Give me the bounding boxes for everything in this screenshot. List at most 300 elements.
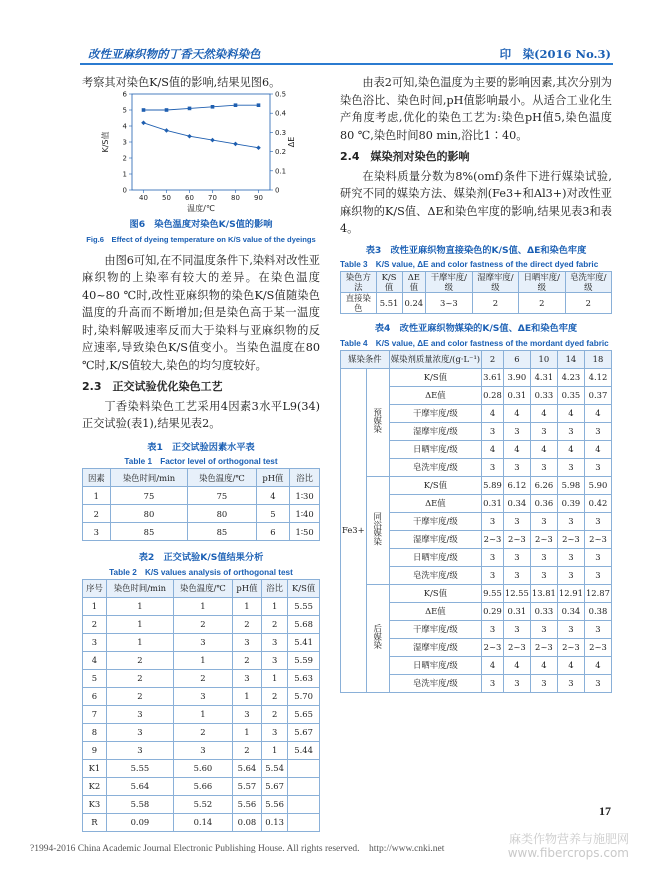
y-tick-label: 6: [122, 90, 127, 99]
x-tick-label: 50: [162, 194, 171, 202]
y-tick-label: 3: [122, 138, 127, 147]
table-cell: 0.28: [482, 386, 504, 404]
section-heading: 2.3 正交试验优化染色工艺: [82, 380, 223, 393]
table-cell: 2~3: [584, 530, 611, 548]
table-cell: 0.36: [530, 494, 557, 512]
table-cell: 9: [83, 741, 107, 759]
table-cell: 0.13: [262, 813, 288, 831]
table-cell: 3: [503, 548, 530, 566]
table-header-row: [83, 469, 320, 487]
table-cell: 日晒牢度/级: [389, 440, 482, 458]
table-cell: 4: [482, 656, 504, 674]
table-1: [82, 468, 320, 541]
table-cell: 0.33: [530, 602, 557, 620]
table-cell: 3: [262, 723, 288, 741]
table-cell: ΔE值: [389, 494, 482, 512]
y-tick-label: 1: [122, 170, 127, 179]
series-2-point: [141, 121, 146, 126]
figure-6-caption-en: Fig.6 Effect of dyeing temperature on K/S value of the dyeings: [86, 234, 316, 244]
table-cell: 2: [106, 651, 173, 669]
table-cell: 9.55: [482, 584, 504, 602]
table-cell: 1∶50: [290, 523, 320, 541]
table-row: [83, 741, 320, 759]
table-cell: 2: [232, 741, 261, 759]
table-3: [340, 271, 612, 314]
series-2-point: [233, 142, 238, 147]
table-row: [83, 523, 320, 541]
table-cell: K/S值: [389, 368, 482, 386]
y2-tick-label: 0.5: [275, 90, 287, 99]
table-cell: 85: [188, 523, 256, 541]
table-cell: 直接染色: [341, 293, 377, 314]
column-header: 染色温度/℃: [188, 469, 256, 487]
table-cell: 4: [530, 440, 557, 458]
column-header: pH值: [256, 469, 290, 487]
column-header: pH值: [232, 579, 261, 597]
table-cell: 2: [262, 705, 288, 723]
table-cell: 1: [83, 487, 111, 505]
table-cell: 7: [83, 705, 107, 723]
table-cell: 5.51: [376, 293, 402, 314]
table-row: [83, 633, 320, 651]
table-cell: 4: [584, 440, 611, 458]
x-tick-label: 90: [254, 194, 263, 202]
table-cell: 2: [519, 293, 565, 314]
series-1-point: [234, 103, 238, 107]
x-tick-label: 60: [185, 194, 194, 202]
table-cell: 皂洗牢度/级: [389, 458, 482, 476]
table-cell: 3: [557, 548, 584, 566]
table-cell: 5.98: [557, 476, 584, 494]
paragraph: 考察其对染色K/S值的影响,结果见图6。: [82, 76, 281, 89]
table-cell: 3: [530, 566, 557, 584]
table-cell: 5.67: [262, 777, 288, 795]
table-cell: 2: [83, 615, 107, 633]
table-3-caption: 表3 改性亚麻织物直接染色的K/S值、ΔE和染色牢度: [365, 244, 587, 256]
table-cell: 2: [106, 669, 173, 687]
table-cell: 2~3: [482, 530, 504, 548]
table-cell: 3: [106, 741, 173, 759]
table-1-caption: 表1 正交试验因素水平表: [147, 441, 255, 453]
table-cell: 12.55: [503, 584, 530, 602]
table-cell: 2~3: [503, 638, 530, 656]
table-cell: 5.60: [173, 759, 232, 777]
column-header: 皂洗牢度/级: [565, 272, 611, 293]
table-cell: 5.55: [288, 597, 320, 615]
table-header-row: [341, 350, 612, 368]
table-cell: 3: [482, 512, 504, 530]
table-row: [83, 723, 320, 741]
table-cell: 5.90: [584, 476, 611, 494]
table-row: [83, 597, 320, 615]
series-1-point: [142, 108, 146, 112]
table-row: [341, 293, 612, 314]
column-header: 媒染剂质量浓度/(g·L⁻¹): [389, 350, 482, 368]
table-cell: 5.57: [232, 777, 261, 795]
table-cell: 3: [262, 633, 288, 651]
table-cell: 4: [530, 656, 557, 674]
table-cell: 13.81: [530, 584, 557, 602]
column-header: 染色时间/min: [110, 469, 188, 487]
table-cell: 5.63: [288, 669, 320, 687]
table-cell: 3: [106, 705, 173, 723]
y2-tick-label: 0: [275, 186, 280, 195]
table-cell: 3: [83, 633, 107, 651]
column-header: 18: [584, 350, 611, 368]
table-cell: 4: [584, 656, 611, 674]
column-header: 6: [503, 350, 530, 368]
table-cell: 6: [83, 687, 107, 705]
y-tick-label: 4: [122, 122, 127, 131]
table-cell: 5.44: [288, 741, 320, 759]
y-tick-label: 5: [122, 106, 127, 115]
table-cell: 1: [106, 597, 173, 615]
table-cell: 75: [110, 487, 188, 505]
page-header: [0, 0, 649, 60]
watermark-cn: 麻类作物营养与施肥网: [508, 832, 629, 846]
table-cell: 4.31: [530, 368, 557, 386]
table-cell: 75: [188, 487, 256, 505]
section-heading: 2.4 媒染剂对染色的影响: [340, 150, 470, 163]
table-cell: 3: [232, 705, 261, 723]
mordant-method-label: 后媒染: [372, 624, 383, 650]
table-row: [83, 813, 320, 831]
table-header-row: [83, 579, 320, 597]
table-cell: [288, 777, 320, 795]
table-cell: 0.35: [557, 386, 584, 404]
y2-tick-label: 0.1: [275, 167, 287, 176]
table-4: [340, 350, 612, 693]
table-cell: 6: [256, 523, 290, 541]
table-row: [83, 759, 320, 777]
table-cell: 3: [173, 687, 232, 705]
table-cell: 8: [83, 723, 107, 741]
table-cell: 1∶30: [290, 487, 320, 505]
y2-tick-label: 0.3: [275, 128, 287, 137]
table-cell: 3: [557, 512, 584, 530]
table-cell: 4: [530, 404, 557, 422]
column-header: 序号: [83, 579, 107, 597]
series-2-line: [144, 123, 259, 148]
table-cell: 5.56: [232, 795, 261, 813]
table-cell: 4: [557, 440, 584, 458]
table-cell: 5.89: [482, 476, 504, 494]
table-row: [83, 795, 320, 813]
table-cell: 5.54: [262, 759, 288, 777]
table-cell: 0.37: [584, 386, 611, 404]
table-cell: 0.29: [482, 602, 504, 620]
table-1-caption-en: Table 1 Factor level of orthogonal test: [124, 457, 278, 466]
table-cell: 干摩牢度/级: [389, 512, 482, 530]
column-header: 湿摩牢度/级: [472, 272, 518, 293]
mordant-method-label: 预媒染: [372, 408, 383, 434]
table-cell: 1: [232, 597, 261, 615]
table-cell: 1: [173, 597, 232, 615]
table-cell: 3.90: [503, 368, 530, 386]
table-cell: 3: [503, 422, 530, 440]
table-cell: 2: [173, 669, 232, 687]
x-tick-label: 40: [139, 194, 148, 202]
table-cell: 3.61: [482, 368, 504, 386]
table-cell: 干摩牢度/级: [389, 620, 482, 638]
table-row: [83, 615, 320, 633]
table-row: [83, 669, 320, 687]
column-header: 染色时间/min: [106, 579, 173, 597]
table-cell: 2: [262, 687, 288, 705]
table-cell: 湿摩牢度/级: [389, 422, 482, 440]
table-cell: 5.64: [232, 759, 261, 777]
table-cell: 2: [232, 651, 261, 669]
table-cell: 4: [83, 651, 107, 669]
table-cell: 3: [530, 674, 557, 692]
table-cell: 4: [557, 404, 584, 422]
paragraph: 在染料质量分数为8%(omf)条件下进行媒染试验,研究不同的媒染方法、媒染剂(Fe3+和Al3+)对改性亚麻织物的K/S值、ΔE和染色牢度的影响,结果见表3和表4。: [340, 169, 612, 235]
table-cell: 3: [557, 674, 584, 692]
table-cell: ΔE值: [389, 386, 482, 404]
paragraph: 丁香染料染色工艺采用4因素3水平L9(34)正交试验(表1),结果见表2。: [82, 399, 320, 430]
table-cell: 3: [584, 548, 611, 566]
table-2-caption-en: Table 2 K/S values analysis of orthogonal test: [109, 567, 293, 577]
table-row: [83, 687, 320, 705]
table-cell: K1: [83, 759, 107, 777]
table-cell: 5.70: [288, 687, 320, 705]
table-cell: 3: [530, 422, 557, 440]
table-cell: 3: [503, 674, 530, 692]
y-axis-label: K/S值: [101, 131, 110, 153]
table-cell: 0.09: [106, 813, 173, 831]
mordant-method-label: 同浴媒染: [372, 512, 383, 546]
table-cell: 3: [83, 523, 111, 541]
watermark-url: www.fibercrops.com: [507, 846, 629, 860]
table-cell: 日晒牢度/级: [389, 656, 482, 674]
series-2-point: [256, 145, 261, 150]
column-header: 14: [557, 350, 584, 368]
table-3-caption-en: Table 3 K/S value, ΔE and color fastness of the direct dyed fabric: [340, 260, 599, 269]
table-cell: 0.31: [503, 602, 530, 620]
table-cell: 3: [584, 620, 611, 638]
table-cell: 3: [503, 512, 530, 530]
table-cell: 4: [503, 440, 530, 458]
column-header: K/S值: [288, 579, 320, 597]
table-row: [341, 476, 612, 494]
table-cell: 1: [262, 741, 288, 759]
table-cell: 日晒牢度/级: [389, 548, 482, 566]
column-header: 染色方法: [341, 272, 377, 293]
table-cell: 3: [482, 422, 504, 440]
table-cell: 5.66: [173, 777, 232, 795]
table-cell: 3: [106, 723, 173, 741]
y2-tick-label: 0.4: [275, 109, 287, 118]
table-cell: 1: [262, 669, 288, 687]
table-cell: 2: [262, 615, 288, 633]
table-cell: 3: [584, 512, 611, 530]
table-cell: 3: [482, 458, 504, 476]
table-cell: 3: [173, 633, 232, 651]
table-cell: 3: [530, 458, 557, 476]
table-cell: 0.33: [530, 386, 557, 404]
column-header: ΔE值: [402, 272, 425, 293]
series-1-point: [257, 103, 261, 107]
table-cell: 干摩牢度/级: [389, 404, 482, 422]
table-2: [82, 579, 320, 832]
table-cell: 1: [106, 615, 173, 633]
column-header: 染色温度/℃: [173, 579, 232, 597]
table-cell: 0.14: [173, 813, 232, 831]
table-cell: 1: [173, 651, 232, 669]
table-cell: 85: [110, 523, 188, 541]
table-cell: K3: [83, 795, 107, 813]
series-2-point: [164, 128, 169, 133]
table-cell: 5.55: [106, 759, 173, 777]
figure-6-chart: [100, 88, 300, 213]
x-axis-label: 温度/℃: [187, 204, 215, 213]
header-rule: [80, 63, 613, 65]
table-cell: 湿摩牢度/级: [389, 638, 482, 656]
y-tick-label: 2: [122, 154, 127, 163]
table-cell: 2~3: [503, 530, 530, 548]
table-cell: 0.42: [584, 494, 611, 512]
column-header: 日晒牢度/级: [519, 272, 565, 293]
table-cell: 80: [110, 505, 188, 523]
series-1-point: [211, 105, 215, 109]
series-1-point: [165, 108, 169, 112]
table-cell: 0.08: [232, 813, 261, 831]
table-cell: [288, 795, 320, 813]
table-cell: 5.59: [288, 651, 320, 669]
table-cell: 3: [584, 458, 611, 476]
table-cell: 3: [557, 458, 584, 476]
figure-6-caption: 图6 染色温度对染色K/S值的影响: [129, 219, 273, 230]
table-cell: 2~3: [557, 638, 584, 656]
table-header-row: [341, 272, 612, 293]
table-cell: 5.67: [288, 723, 320, 741]
table-cell: 皂洗牢度/级: [389, 674, 482, 692]
table-row: [341, 584, 612, 602]
series-2-point: [210, 138, 215, 143]
table-cell: 3: [530, 512, 557, 530]
table-cell: [288, 813, 320, 831]
table-cell: 4.12: [584, 368, 611, 386]
table-cell: K/S值: [389, 476, 482, 494]
table-cell: 12.87: [584, 584, 611, 602]
table-cell: 3: [232, 669, 261, 687]
table-row: [83, 705, 320, 723]
column-header: 媒染条件: [341, 350, 390, 368]
table-cell: 5.65: [288, 705, 320, 723]
table-cell: 2: [173, 615, 232, 633]
table-row: [83, 487, 320, 505]
table-cell: 5.64: [106, 777, 173, 795]
table-cell: 1: [232, 723, 261, 741]
table-cell: 2: [106, 687, 173, 705]
table-cell: 2: [173, 723, 232, 741]
table-cell: 3: [530, 548, 557, 566]
table-cell: 2: [83, 505, 111, 523]
column-header: 10: [530, 350, 557, 368]
table-cell: 0.24: [402, 293, 425, 314]
mordant-agent-cell: Fe3+: [341, 368, 367, 692]
table-cell: 80: [188, 505, 256, 523]
watermark: [508, 832, 629, 860]
column-header: 浴比: [290, 469, 320, 487]
table-2-caption: 表2 正交试验K/S值结果分析: [138, 552, 264, 563]
column-header: 浴比: [262, 579, 288, 597]
table-cell: 3: [482, 566, 504, 584]
table-cell: 0.39: [557, 494, 584, 512]
table-cell: 1: [232, 687, 261, 705]
x-tick-label: 70: [208, 194, 217, 202]
table-cell: [288, 759, 320, 777]
table-cell: 3: [232, 633, 261, 651]
table-cell: 1: [173, 705, 232, 723]
table-cell: 4: [503, 404, 530, 422]
table-cell: 3: [584, 674, 611, 692]
y2-axis-label: ΔE: [287, 136, 296, 148]
running-title: 改性亚麻织物的丁香天然染料染色: [88, 47, 261, 61]
table-cell: 3: [530, 620, 557, 638]
table-cell: 3: [482, 674, 504, 692]
table-cell: 3: [262, 651, 288, 669]
column-header: 2: [482, 350, 504, 368]
copyright-notice: ?1994-2016 China Academic Journal Electronic Publishing House. All rights reserved. http://www.cnki.net: [30, 844, 445, 854]
paragraph: 由表2可知,染色温度为主要的影响因素,其次分别为染色浴比、染色时间,pH值影响最小。从适合工业化生产角度考虑,优化的染色工艺为:染色pH值5,染色温度80 ℃,染色时间80 min,浴比1∶40。: [340, 76, 612, 142]
table-cell: 3: [482, 548, 504, 566]
table-cell: 皂洗牢度/级: [389, 566, 482, 584]
y2-tick-label: 0.2: [275, 148, 287, 157]
series-1-point: [188, 107, 192, 111]
table-cell: 4: [482, 440, 504, 458]
page-number: 17: [599, 804, 611, 818]
table-row: [83, 505, 320, 523]
table-cell: 3: [503, 566, 530, 584]
table-cell: 0.31: [503, 386, 530, 404]
table-row: [341, 368, 612, 386]
table-cell: 4: [584, 404, 611, 422]
table-cell: 4: [482, 404, 504, 422]
table-cell: 5.56: [262, 795, 288, 813]
plot-frame: [132, 94, 270, 190]
table-4-caption: 表4 改性亚麻织物媒染的K/S值、ΔE和染色牢度: [374, 323, 578, 334]
column-header: K/S值: [376, 272, 402, 293]
table-cell: K/S值: [389, 584, 482, 602]
table-cell: 2~3: [584, 638, 611, 656]
x-tick-label: 80: [231, 194, 240, 202]
table-cell: 5.41: [288, 633, 320, 651]
table-cell: ΔE值: [389, 602, 482, 620]
table-cell: 5: [256, 505, 290, 523]
table-cell: 3: [557, 566, 584, 584]
table-cell: 3: [173, 741, 232, 759]
table-cell: 2: [472, 293, 518, 314]
paragraph: 由图6可知,在不同温度条件下,染料对改性亚麻织物的上染率有较大的差异。在染色温度40~80 ℃时,改性亚麻织物的染色K/S值随染色温度的升高而不断增加;但是染色高于某一温度时,染料解吸速率反而大于染料与亚麻织物的反应速率,导致染色K/S值变小。当染色温度在80 ℃时,K/S值较大,染色的均匀度较好。: [82, 253, 320, 372]
table-cell: K2: [83, 777, 107, 795]
table-cell: 6.26: [530, 476, 557, 494]
series-2-point: [187, 134, 192, 139]
table-row: [83, 651, 320, 669]
table-cell: 1: [106, 633, 173, 651]
mordant-method-cell: [366, 368, 389, 476]
table-cell: 5: [83, 669, 107, 687]
table-cell: 0.31: [482, 494, 504, 512]
right-column: [340, 74, 612, 693]
table-cell: 1: [83, 597, 107, 615]
mordant-method-cell: [366, 476, 389, 584]
table-cell: 0.34: [557, 602, 584, 620]
table-cell: R: [83, 813, 107, 831]
table-cell: 3: [584, 566, 611, 584]
table-cell: 3: [503, 620, 530, 638]
table-4-caption-en: Table 4 K/S value, ΔE and color fastness of the mordant dyed fabric: [340, 338, 609, 348]
